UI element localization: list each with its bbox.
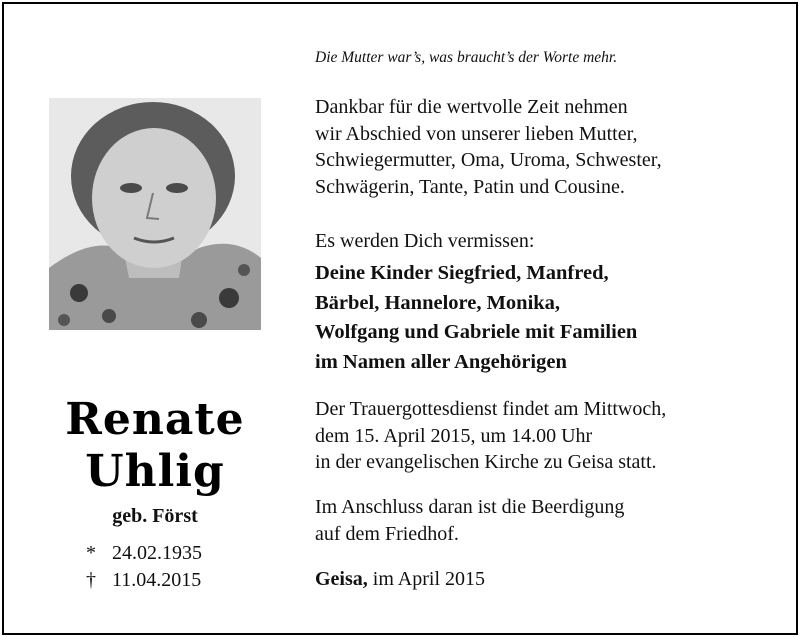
portrait-photo: [49, 98, 261, 330]
survivor-line: Deine Kinder Siegfried, Manfred,: [315, 262, 609, 284]
intro-paragraph: [315, 94, 785, 200]
survivors-list: [315, 259, 785, 377]
survivor-line: im Namen aller Angehörigen: [315, 350, 567, 373]
birth-date: 24.02.1935: [112, 542, 202, 564]
intro-line: wir Abschied von unserer lieben Mutter,: [315, 122, 638, 145]
died-symbol: †: [86, 569, 96, 591]
life-dates: [86, 540, 202, 594]
deceased-last-name: Uhlig: [85, 446, 225, 497]
portrait-image: [49, 98, 261, 330]
deceased-first-name: Renate: [65, 394, 245, 445]
service-line: Der Trauergottesdienst findet am Mittwoch,: [315, 398, 667, 420]
service-line: in der evangelischen Kirche zu Geisa statt.: [315, 451, 657, 473]
intro-line: Dankbar für die wertvolle Zeit nehmen: [315, 96, 628, 118]
burial-paragraph: [315, 494, 785, 547]
birth-name: geb. Först: [112, 505, 198, 527]
signature: [315, 566, 785, 593]
missed-by-heading: Es werden Dich vermissen:: [315, 230, 535, 252]
service-paragraph: [315, 396, 785, 476]
signature-place: Geisa,: [315, 568, 368, 590]
survivor-line: Bärbel, Hannelore, Monika,: [315, 291, 561, 314]
intro-line: Schwägerin, Tante, Patin und Cousine.: [315, 175, 625, 198]
born-symbol: *: [86, 542, 96, 564]
intro-line: Schwiegermutter, Oma, Uroma, Schwester,: [315, 149, 662, 171]
burial-line: Im Anschluss daran ist die Beerdigung: [315, 496, 625, 518]
death-date: 11.04.2015: [112, 569, 202, 591]
signature-date: im April 2015: [367, 568, 486, 590]
survivor-line: Wolfgang und Gabriele mit Familien: [315, 321, 638, 343]
service-line: dem 15. April 2015, um 14.00 Uhr: [315, 424, 593, 447]
motto: Die Mutter war’s, was braucht’s der Worte mehr.: [315, 49, 618, 66]
burial-line: auf dem Friedhof.: [315, 522, 459, 545]
